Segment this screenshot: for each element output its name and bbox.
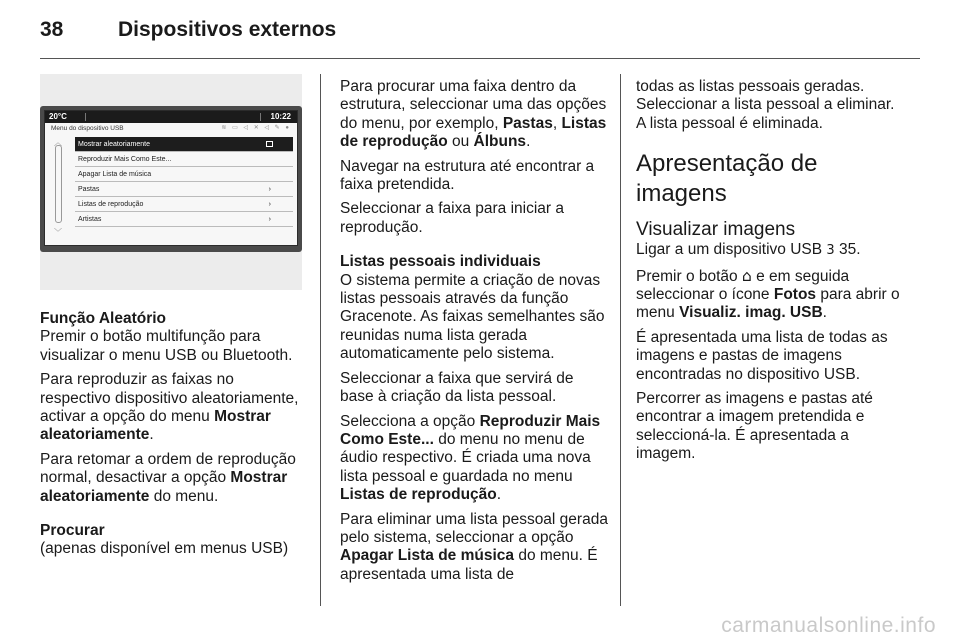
page-number: 38 — [40, 18, 64, 41]
paragraph: Ligar a um dispositivo USB 3 35. — [636, 241, 861, 259]
status-separator — [260, 113, 261, 121]
paragraph: Premir o botão multifunção para visualizar o menu USB ou Bluetooth. — [40, 328, 293, 364]
column-divider-2 — [620, 74, 621, 606]
menu-item-label: Pastas — [78, 186, 100, 193]
page-title: Dispositivos externos — [118, 18, 337, 41]
menu-item[interactable] — [75, 182, 293, 197]
paragraph: Premir o botão ⌂ e em seguida seleccionar o ícone Fotos para abrir o menu Visualiz. imag. USB. — [636, 266, 900, 322]
status-separator — [85, 113, 86, 121]
menu-title-bar — [45, 123, 297, 134]
chevron-right-icon: › — [268, 186, 271, 193]
menu-item-label: Listas de reprodução — [78, 201, 144, 208]
scrollbar[interactable] — [55, 145, 62, 223]
chevron-down-icon[interactable]: ﹀ — [54, 228, 62, 237]
menu-item-label: Artistas — [78, 216, 102, 223]
column-3 — [636, 78, 906, 470]
menu-item[interactable] — [75, 197, 293, 212]
paragraph: todas as listas pessoais geradas. Seleccionar a lista pessoal a eliminar. A lista pessoal é eliminada. — [636, 78, 895, 132]
status-bar — [45, 111, 297, 123]
paragraph: Para retomar a ordem de reprodução normal, desactivar a opção Mostrar aleatoriamente do menu. — [40, 450, 296, 505]
paragraph: É apresentada uma lista de todas as imagens e pastas de imagens encontradas no dispositivo USB. — [636, 328, 888, 383]
section-heading: Procurar — [40, 522, 105, 540]
menu-item[interactable] — [75, 137, 293, 152]
chevron-up-icon[interactable]: ︿ — [54, 138, 62, 147]
section-heading: Visualizar imagens — [636, 219, 796, 241]
menu-item-label: Mostrar aleatoriamente — [78, 141, 150, 148]
paragraph: Seleccionar a faixa para iniciar a reprodução. — [340, 200, 565, 236]
header-rule — [40, 58, 920, 59]
paragraph: Seleccionar a faixa que servirá de base à criação da lista pessoal. — [340, 369, 574, 406]
clock-readout: 10:22 — [270, 112, 291, 121]
display-bezel — [40, 106, 302, 252]
paragraph: Percorrer as imagens e pastas até encontrar a imagem pretendida e seleccioná-la. É apresentada a imagem. — [636, 390, 873, 463]
paragraph: O sistema permite a criação de novas listas pessoais através da função Gracenote. As faixas semelhantes são reunidas numa lista gerada automaticamente pelo sistema. — [340, 271, 605, 363]
menu-item[interactable] — [75, 152, 293, 167]
chevron-right-icon: › — [268, 201, 271, 208]
paragraph: Navegar na estrutura até encontrar a faixa pretendida. — [340, 157, 595, 194]
menu-item-label: Reproduzir Mais Como Este... — [78, 156, 172, 163]
column-1 — [40, 310, 308, 565]
menu-list — [75, 137, 293, 227]
section-heading: Listas pessoais individuais — [340, 253, 541, 271]
temperature-readout: 20°C — [49, 112, 67, 121]
paragraph: Selecciona a opção Reproduzir Mais Como Este... do menu no menu de áudio respectivo. É criada uma nova lista pessoal e guardada no menu Listas de reprodução. — [340, 412, 601, 504]
display-screen — [44, 110, 298, 246]
usb-menu-figure — [40, 74, 302, 290]
column-2 — [340, 78, 610, 590]
home-button-icon: ⌂ — [741, 266, 752, 285]
column-divider-1 — [320, 74, 321, 606]
paragraph: Para reproduzir as faixas no respectivo dispositivo aleatoriamente, activar a opção do menu Mostrar aleatoriamente. — [40, 371, 299, 444]
section-heading: Função Aleatório — [40, 310, 167, 327]
menu-item[interactable] — [75, 212, 293, 227]
reference-arrow-icon: 3 — [826, 243, 835, 259]
menu-item[interactable] — [75, 167, 293, 182]
menu-title: Menu do dispositivo USB — [51, 125, 124, 132]
chapter-heading: Apresentação de imagens — [636, 150, 818, 208]
page-header — [40, 18, 336, 42]
chevron-right-icon: › — [268, 216, 271, 223]
paragraph: (apenas disponível em menus USB) — [40, 540, 289, 558]
watermark: carmanualsonline.info — [721, 614, 936, 637]
menu-item-label: Apagar Lista de música — [78, 171, 152, 178]
paragraph: Para eliminar uma lista pessoal gerada pelo sistema, seleccionar a opção Apagar Lista de música do menu. É apresentada uma lista de — [340, 510, 608, 583]
paragraph: Para procurar uma faixa dentro da estrutura, seleccionar uma das opções do menu, por exemplo, Pastas, Listas de reprodução ou Álbuns. — [340, 78, 607, 151]
status-icons: ≋ ▭ ◁ ✕ ◁ ✎ ● — [221, 125, 291, 131]
checkbox-icon — [266, 141, 273, 147]
